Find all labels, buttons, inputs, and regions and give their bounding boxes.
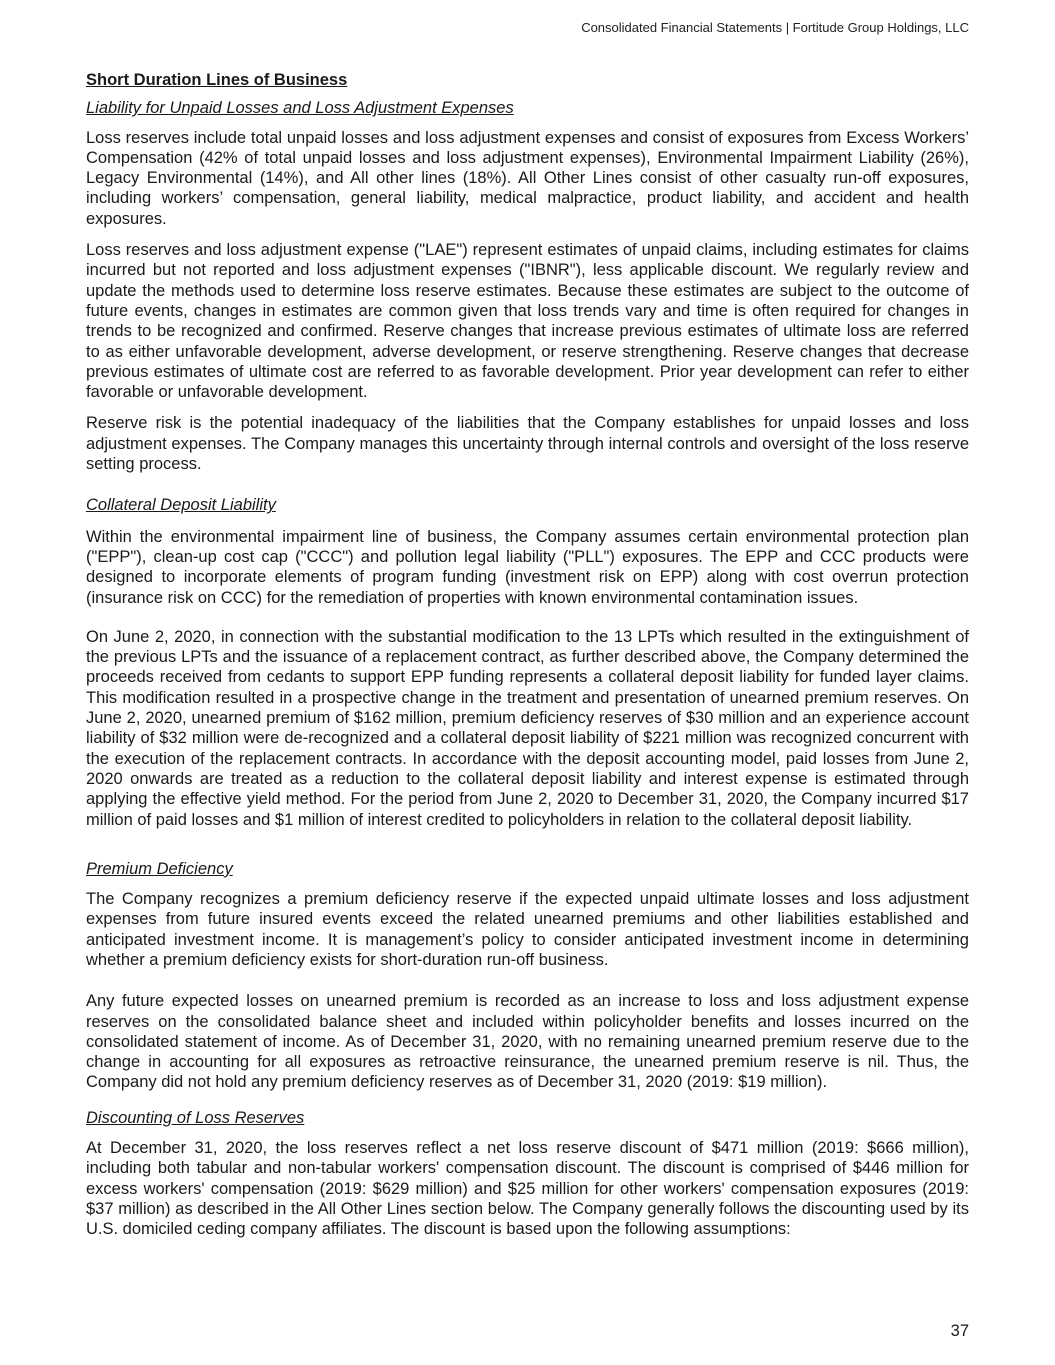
liability-paragraph-1: Loss reserves include total unpaid losses and loss adjustment expenses and consist of exposures from Excess Workers’ Compensation (42% of total unpaid losses and loss adjustment expenses), Environmental Impairment Liability (26%), Legacy Environmental (14%), and All other lines (18%). All Other Lines consist of other casualty run-off exposures, including workers’ compensation, general liability, medical malpractice, product liability, and accident and health exposures.	[86, 128, 969, 228]
liability-heading: Liability for Unpaid Losses and Loss Adjustment Expenses	[86, 99, 514, 118]
section-title: Short Duration Lines of Business	[86, 71, 348, 89]
document-body	[86, 70, 969, 1240]
discounting-heading: Discounting of Loss Reserves	[86, 1108, 305, 1127]
discounting-paragraph-1: At December 31, 2020, the loss reserves reflect a net loss reserve discount of $471 million (2019: $666 million), including both tabular and non-tabular workers' compensation discount. The discount is comprised of $446 million for excess workers' compensation (2019: $629 million) and $25 million for other workers' compensation exposures (2019: $37 million) as described in the All Other Lines section below. The Company generally follows the discounting used by its U.S. domiciled ceding company affiliates. The discount is based upon the following assumptions:	[86, 1139, 969, 1239]
page-number: 37	[950, 1322, 969, 1340]
liability-paragraph-2: Loss reserves and loss adjustment expense ("LAE") represent estimates of unpaid claims, including estimates for claims incurred but not reported and loss adjustment expenses ("IBNR"), less applicable discount. We regularly review and update the methods used to determine loss reserve estimates. Because these estimates are subject to the outcome of future events, changes in estimates are common given that loss trends vary and time is often required for changes in trends to be recognized and confirmed. Reserve changes that increase previous estimates of ultimate loss are referred to as either unfavorable development, adverse development, or reserve strengthening. Reserve changes that decrease previous estimates of ultimate cost are referred to as favorable development. Prior year development can refer to either favorable or unfavorable development.	[86, 241, 969, 402]
premium-paragraph-2: Any future expected losses on unearned premium is recorded as an increase to loss and loss adjustment expense reserves on the consolidated balance sheet and included within policyholder benefits and losses incurred on the consolidated statement of income. As of December 31, 2020, with no remaining unearned premium reserve due to the change in accounting for all exposures as retroactive reinsurance, the unearned premium reserve is nil. Thus, the Company did not hold any premium deficiency reserves as of December 31, 2020 (2019: $19 million).	[86, 992, 969, 1092]
collateral-heading: Collateral Deposit Liability	[86, 496, 276, 515]
collateral-paragraph-2: On June 2, 2020, in connection with the substantial modification to the 13 LPTs which resulted in the extinguishment of the previous LPTs and the issuance of a replacement contract, as further described above, the Company determined the proceeds received from cedants to support EPP funding represents a collateral deposit liability for funded layer claims. This modification resulted in a prospective change in the treatment and presentation of unearned premium reserves. On June 2, 2020, unearned premium of $162 million, premium deficiency reserves of $30 million and an experience account liability of $32 million were de-recognized and a collateral deposit liability of $221 million was recognized concurrent with the execution of the replacement contracts. In accordance with the deposit accounting model, paid losses from June 2, 2020 onwards are treated as a reduction to the collateral deposit liability and interest expense is estimated through applying the effective yield method. For the period from June 2, 2020 to December 31, 2020, the Company incurred $17 million of paid losses and $1 million of interest credited to policyholders in relation to the collateral deposit liability.	[86, 627, 969, 829]
premium-deficiency-heading: Premium Deficiency	[86, 859, 233, 878]
premium-paragraph-1: The Company recognizes a premium deficiency reserve if the expected unpaid ultimate losses and loss adjustment expenses from future insured events exceed the related unearned premiums and other liabilities established and anticipated investment income. It is management’s policy to consider anticipated investment income in determining whether a premium deficiency exists for short-duration run-off business.	[86, 890, 969, 969]
liability-paragraph-3: Reserve risk is the potential inadequacy of the liabilities that the Company establishes for unpaid losses and loss adjustment expenses. The Company manages this uncertainty through internal controls and oversight of the loss reserve setting process.	[86, 414, 969, 474]
collateral-paragraph-1: Within the environmental impairment line of business, the Company assumes certain environmental protection plan ("EPP"), clean-up cost cap ("CCC") and pollution legal liability ("PLL") exposures. The EPP and CCC products were designed to incorporate elements of program funding (investment risk on EPP) along with cost overrun protection (insurance risk on CCC) for the remediation of properties with known environmental contamination issues.	[86, 527, 969, 607]
page-header: Consolidated Financial Statements | Fortitude Group Holdings, LLC	[581, 20, 969, 35]
